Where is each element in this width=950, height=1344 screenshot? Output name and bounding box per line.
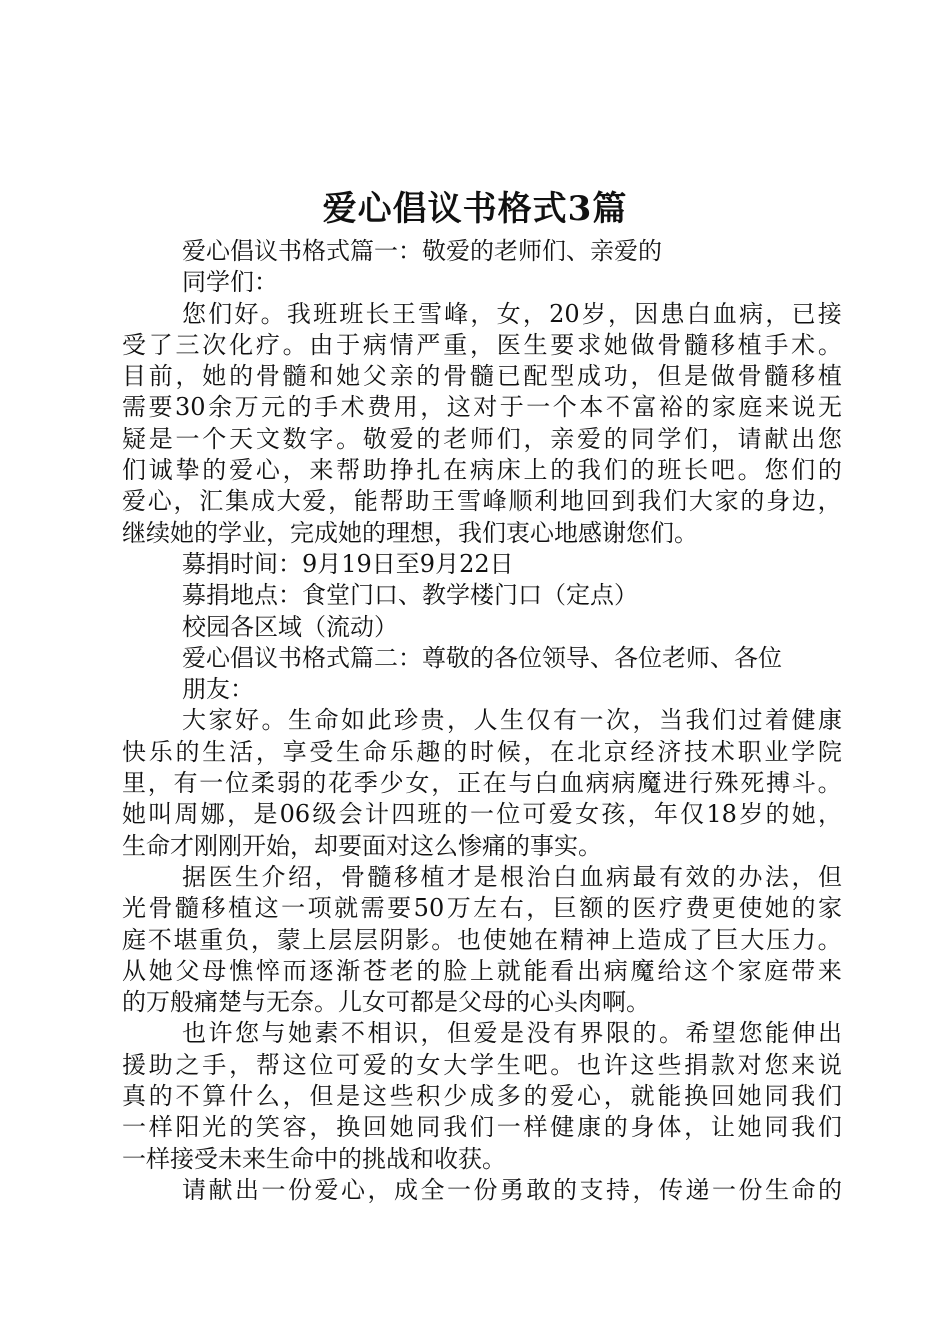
text-line: 请 献 出 一 份 爱 心 ， 成 全 一 份 勇 敢 的 支 持 ， 传 递 一 份 生 命 的 bbox=[182, 1175, 842, 1204]
text-line: 生命才刚刚开始，却要面对这么惨痛的事实。 bbox=[122, 831, 602, 860]
text-line: 同学们： bbox=[182, 268, 278, 297]
text-line: 她 叫 周 娜 ， 是 06 级 会 计 四 班 的 一 位 可 爱 女 孩 ， 年 仅 18 岁 的 她 ， bbox=[122, 800, 842, 829]
text-line: 的万般痛楚与无奈。儿女可都是父母的心头肉啊。 bbox=[122, 988, 650, 1017]
text-line: 援 助 之 手 ， 帮 这 位 可 爱 的 女 大 学 生 吧 。 也 许 这 些 捐 款 对 您 来 说 bbox=[122, 1050, 842, 1079]
text-line: 爱心倡议书格式篇二：尊敬的各位领导、各位老师、各位 bbox=[182, 643, 782, 672]
text-line: 募捐地点：食堂门口、教学楼门口（定点） bbox=[182, 581, 638, 610]
text-line: 快 乐 的 生 活 ， 享 受 生 命 乐 趣 的 时 候 ， 在 北 京 经 济 技 术 职 业 学 院 bbox=[122, 737, 842, 766]
text-line: 爱心倡议书格式篇一：敬爱的老师们、亲爱的 bbox=[182, 237, 662, 265]
text-line: 光 骨 髓 移 植 这 一 项 就 需 要 50 万 左 右 ， 巨 额 的 医 疗 费 更 使 她 的 家 bbox=[122, 894, 842, 923]
text-line: 们 诚 挚 的 爱 心 ， 来 帮 助 挣 扎 在 病 床 上 的 我 们 的 班 长 吧 。 您 们 的 bbox=[122, 456, 842, 485]
text-line: 疑 是 一 个 天 文 数 字 。 敬 爱 的 老 师 们 ， 亲 爱 的 同 学 们 ， 请 献 出 您 bbox=[122, 424, 842, 453]
text-line: 一 样 阳 光 的 笑 容 ， 换 回 她 同 我 们 一 样 健 康 的 身 体 ， 让 她 同 我 们 bbox=[122, 1113, 842, 1142]
text-line: 您 们 好 。 我 班 班 长 王 雪 峰 ， 女 ， 20 岁 ， 因 患 白 血 病 ， 已 接 bbox=[182, 299, 842, 328]
text-line: 里 ， 有 一 位 柔 弱 的 花 季 少 女 ， 正 在 与 白 血 病 病 魔 进 行 殊 死 搏 斗 。 bbox=[122, 769, 842, 798]
text-line: 据 医 生 介 绍 ， 骨 髓 移 植 才 是 根 治 白 血 病 最 有 效 的 办 法 ， 但 bbox=[182, 862, 842, 891]
text-line: 大 家 好 。 生 命 如 此 珍 贵 ， 人 生 仅 有 一 次 ， 当 我 们 过 着 健 康 bbox=[182, 706, 842, 735]
text-line: 真 的 不 算 什 么 ， 但 是 这 些 积 少 成 多 的 爱 心 ， 就 能 换 回 她 同 我 们 bbox=[122, 1082, 842, 1111]
text-line: 需 要 30 余 万 元 的 手 术 费 用 ， 这 对 于 一 个 本 不 富 裕 的 家 庭 来 说 无 bbox=[122, 393, 842, 422]
text-line: 募捐时间：9月19日至9月22日 bbox=[182, 549, 514, 578]
text-line: 目 前 ， 她 的 骨 髓 和 她 父 亲 的 骨 髓 已 配 型 成 功 ， 但 是 做 骨 髓 移 植 bbox=[122, 362, 842, 391]
text-line: 继续她的学业，完成她的理想，我们衷心地感谢您们。 bbox=[122, 518, 698, 547]
text-line: 也 许 您 与 她 素 不 相 识 ， 但 爱 是 没 有 界 限 的 。 希 望 您 能 伸 出 bbox=[182, 1019, 842, 1048]
text-line: 校园各区域（流动） bbox=[182, 612, 398, 641]
text-line: 庭 不 堪 重 负 ， 蒙 上 层 层 阴 影 。 也 使 她 在 精 神 上 造 成 了 巨 大 压 力 。 bbox=[122, 925, 842, 954]
text-line: 一样接受未来生命中的挑战和收获。 bbox=[122, 1144, 506, 1173]
text-line: 朋友： bbox=[182, 675, 254, 704]
text-line: 从 她 父 母 憔 悴 而 逐 渐 苍 老 的 脸 上 就 能 看 出 病 魔 给 这 个 家 庭 带 来 bbox=[122, 956, 842, 985]
text-line: 爱 心 ， 汇 集 成 大 爱 ， 能 帮 助 王 雪 峰 顺 利 地 回 到 我 们 大 家 的 身 边 ， bbox=[122, 487, 842, 516]
document-title: 爱心倡议书格式3篇 bbox=[322, 189, 628, 229]
document-body bbox=[122, 236, 842, 1206]
text-line: 受 了 三 次 化 疗 。 由 于 病 情 严 重 ， 医 生 要 求 她 做 骨 髓 移 植 手 术 。 bbox=[122, 330, 842, 359]
